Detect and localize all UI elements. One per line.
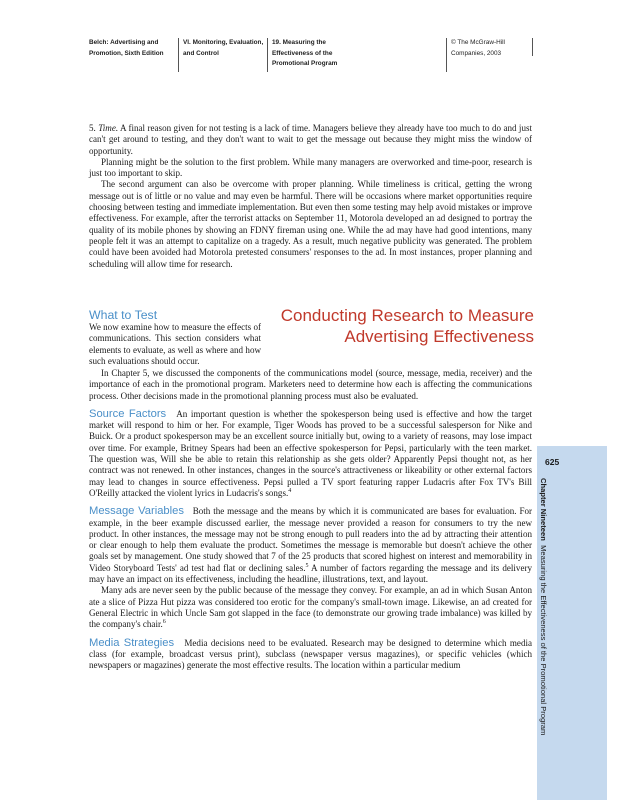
- intro-paragraph-time: [89, 123, 532, 157]
- message-variables-text: Both the message and the means by which it is communicated are bases for evaluation. For example, in the beer example discussed earlier, the message never provided a reason for consumers to try the new product. In other instances, the message may not be strong enough to pull readers into the ad by attracting their attention or clear enough to help them evaluate the product. Sometimes the message is memorable but doesn't achieve the other goals set by management. One study showed that 7 of the 25 products that scored highest on interest and memorability in Video Storyboard Tests' ad test had flat or declining sales.: [89, 506, 533, 573]
- list-label: Time.: [98, 123, 119, 133]
- media-strategies-text: Media decisions need to be evaluated. Research may be designed to determine which media class (for example, broadcast versus print), subclass (newspaper versus magazines), or specific vehicles (which newspapers or magazines) generate the most effective results. The location within a particular medium: [89, 637, 532, 671]
- header-book: [89, 38, 175, 72]
- header-chapter-line2: Effectiveness of the: [272, 49, 333, 57]
- note-ref: 5: [305, 562, 309, 569]
- what-to-test-intro: We now examine how to measure the effects of communications. This section considers what elements to evaluate, as well as where and how such evaluations should occur.: [89, 322, 261, 366]
- media-strategies-paragraph: [89, 638, 532, 672]
- what-to-test-heading: What to Test: [89, 308, 158, 322]
- header-book-line2: Promotion, Sixth Edition: [89, 49, 164, 57]
- header-copyright-line2: Companies, 2003: [451, 49, 502, 57]
- header-book-line1: Belch: Advertising and: [89, 39, 159, 46]
- header-part-line2: and Control: [183, 49, 219, 57]
- section-title-line1: Conducting Research to Measure: [280, 306, 534, 325]
- source-factors-text: An important question is whether the spokesperson being used is effective and how the target market will respond to him or her. For example, Tiger Woods has proved to be a successful salesperson for Nike and Buick. Or a product spokesperson may be an excellent source initially but, owing to a variety of reasons, may lose impact over time. For example, Britney Spears had been an effective spokesperson for Pepsi, particularly with the teen market. The question was, Will she be able to retain this relationship as she gets older? Apparently Pepsi thought not, as her contract was not renewed. In other instances, changes in the source's attractiveness or likeability or other external factors may lead to changes in source effectiveness. Pepsi pulled a TV sport featuring rapper Ludacris after Fox TV's Bill O'Reilly attacked the violent lyrics in Ludacris's songs.: [89, 408, 532, 498]
- media-strategies-heading: Media Strategies: [89, 636, 175, 649]
- intro-block: [89, 123, 532, 270]
- header-part: [178, 38, 269, 72]
- message-variables-text-after: A number of factors regarding the message and its delivery may have an impact on its effectiveness, including the headline, illustrations, text, and layout.: [89, 562, 532, 585]
- chapter-running-title: [539, 478, 548, 794]
- message-variables-heading: Message Variables: [89, 505, 184, 518]
- header-chapter: [267, 38, 422, 72]
- intro-paragraph-2: Planning might be the solution to the first problem. While many managers are overworked and time-poor, research is just too important to skip.: [89, 156, 532, 179]
- what-to-test-paragraph-2: In Chapter 5, we discussed the components of the communications model (source, message, media, receiver) and the importance of each in the promotional program. Marketers need to determine how each is affecting the communications process. Other decisions made in the promotional planning process must also be evaluated.: [89, 368, 532, 401]
- message-variables-paragraph-2: [89, 585, 532, 630]
- note-ref: 4: [288, 487, 292, 494]
- intro-paragraph-3: The second argument can also be overcome with proper planning. While timeliness is critical, getting the wrong message out is of little or no value and may even be harmful. There will be occasions where market opportunities require choosing between testing and immediate implementation. But even then some testing may help avoid mistakes or improve effectiveness. For example, after the terrorist attacks on September 11, Motorola developed an ad designed to portray the quality of its mobile phones by showing an FDNY fireman using one. While the ad may have had good intentions, many people felt it was an attempt to capitalize on a tragedy. As a result, much negative publicity was generated. The problem could have been avoided had Motorola pretested consumers' responses to the ad. In most instances, proper planning and scheduling will allow time for research.: [89, 179, 532, 269]
- header-chapter-line1: 19. Measuring the: [272, 39, 326, 46]
- list-number: 5.: [89, 123, 96, 133]
- header-copyright-line1: © The McGraw-Hill: [451, 39, 505, 46]
- header-part-line1: VI. Monitoring, Evaluation,: [183, 39, 264, 46]
- chapter-title: Measuring the Effectiveness of the Promotional Program: [539, 545, 548, 736]
- section-title-line2: Advertising Effectiveness: [344, 327, 534, 346]
- header-copyright: [446, 38, 536, 72]
- header-chapter-line3: Promotional Program: [272, 60, 338, 67]
- note-ref: 6: [162, 619, 166, 626]
- body-block: [89, 368, 532, 671]
- running-header: [89, 38, 533, 72]
- section-title: [268, 305, 534, 347]
- source-factors-paragraph: [89, 409, 532, 499]
- page-number: 625: [545, 457, 560, 467]
- source-factors-heading: Source Factors: [89, 407, 167, 420]
- header-end-rule: [532, 38, 533, 56]
- chapter-label: Chapter Nineteen: [539, 478, 548, 541]
- intro-p1-text: A final reason given for not testing is a lack of time. Managers believe they already have too much to do and just can't get around to testing, and they don't want to wait to get the message out because they might miss the window of opportunity.: [89, 123, 533, 156]
- message-variables-p2: Many ads are never seen by the public because of the message they convey. For example, an ad in which Susan Anton ate a slice of Pizza Hut pizza was considered too erotic for the company's small-town image. Likewise, an ad created for General Electric in which Uncle Sam got slapped in the face (to demonstrate our growing trade imbalance) was killed by the company's chair.: [89, 585, 532, 630]
- message-variables-paragraph: [89, 506, 532, 585]
